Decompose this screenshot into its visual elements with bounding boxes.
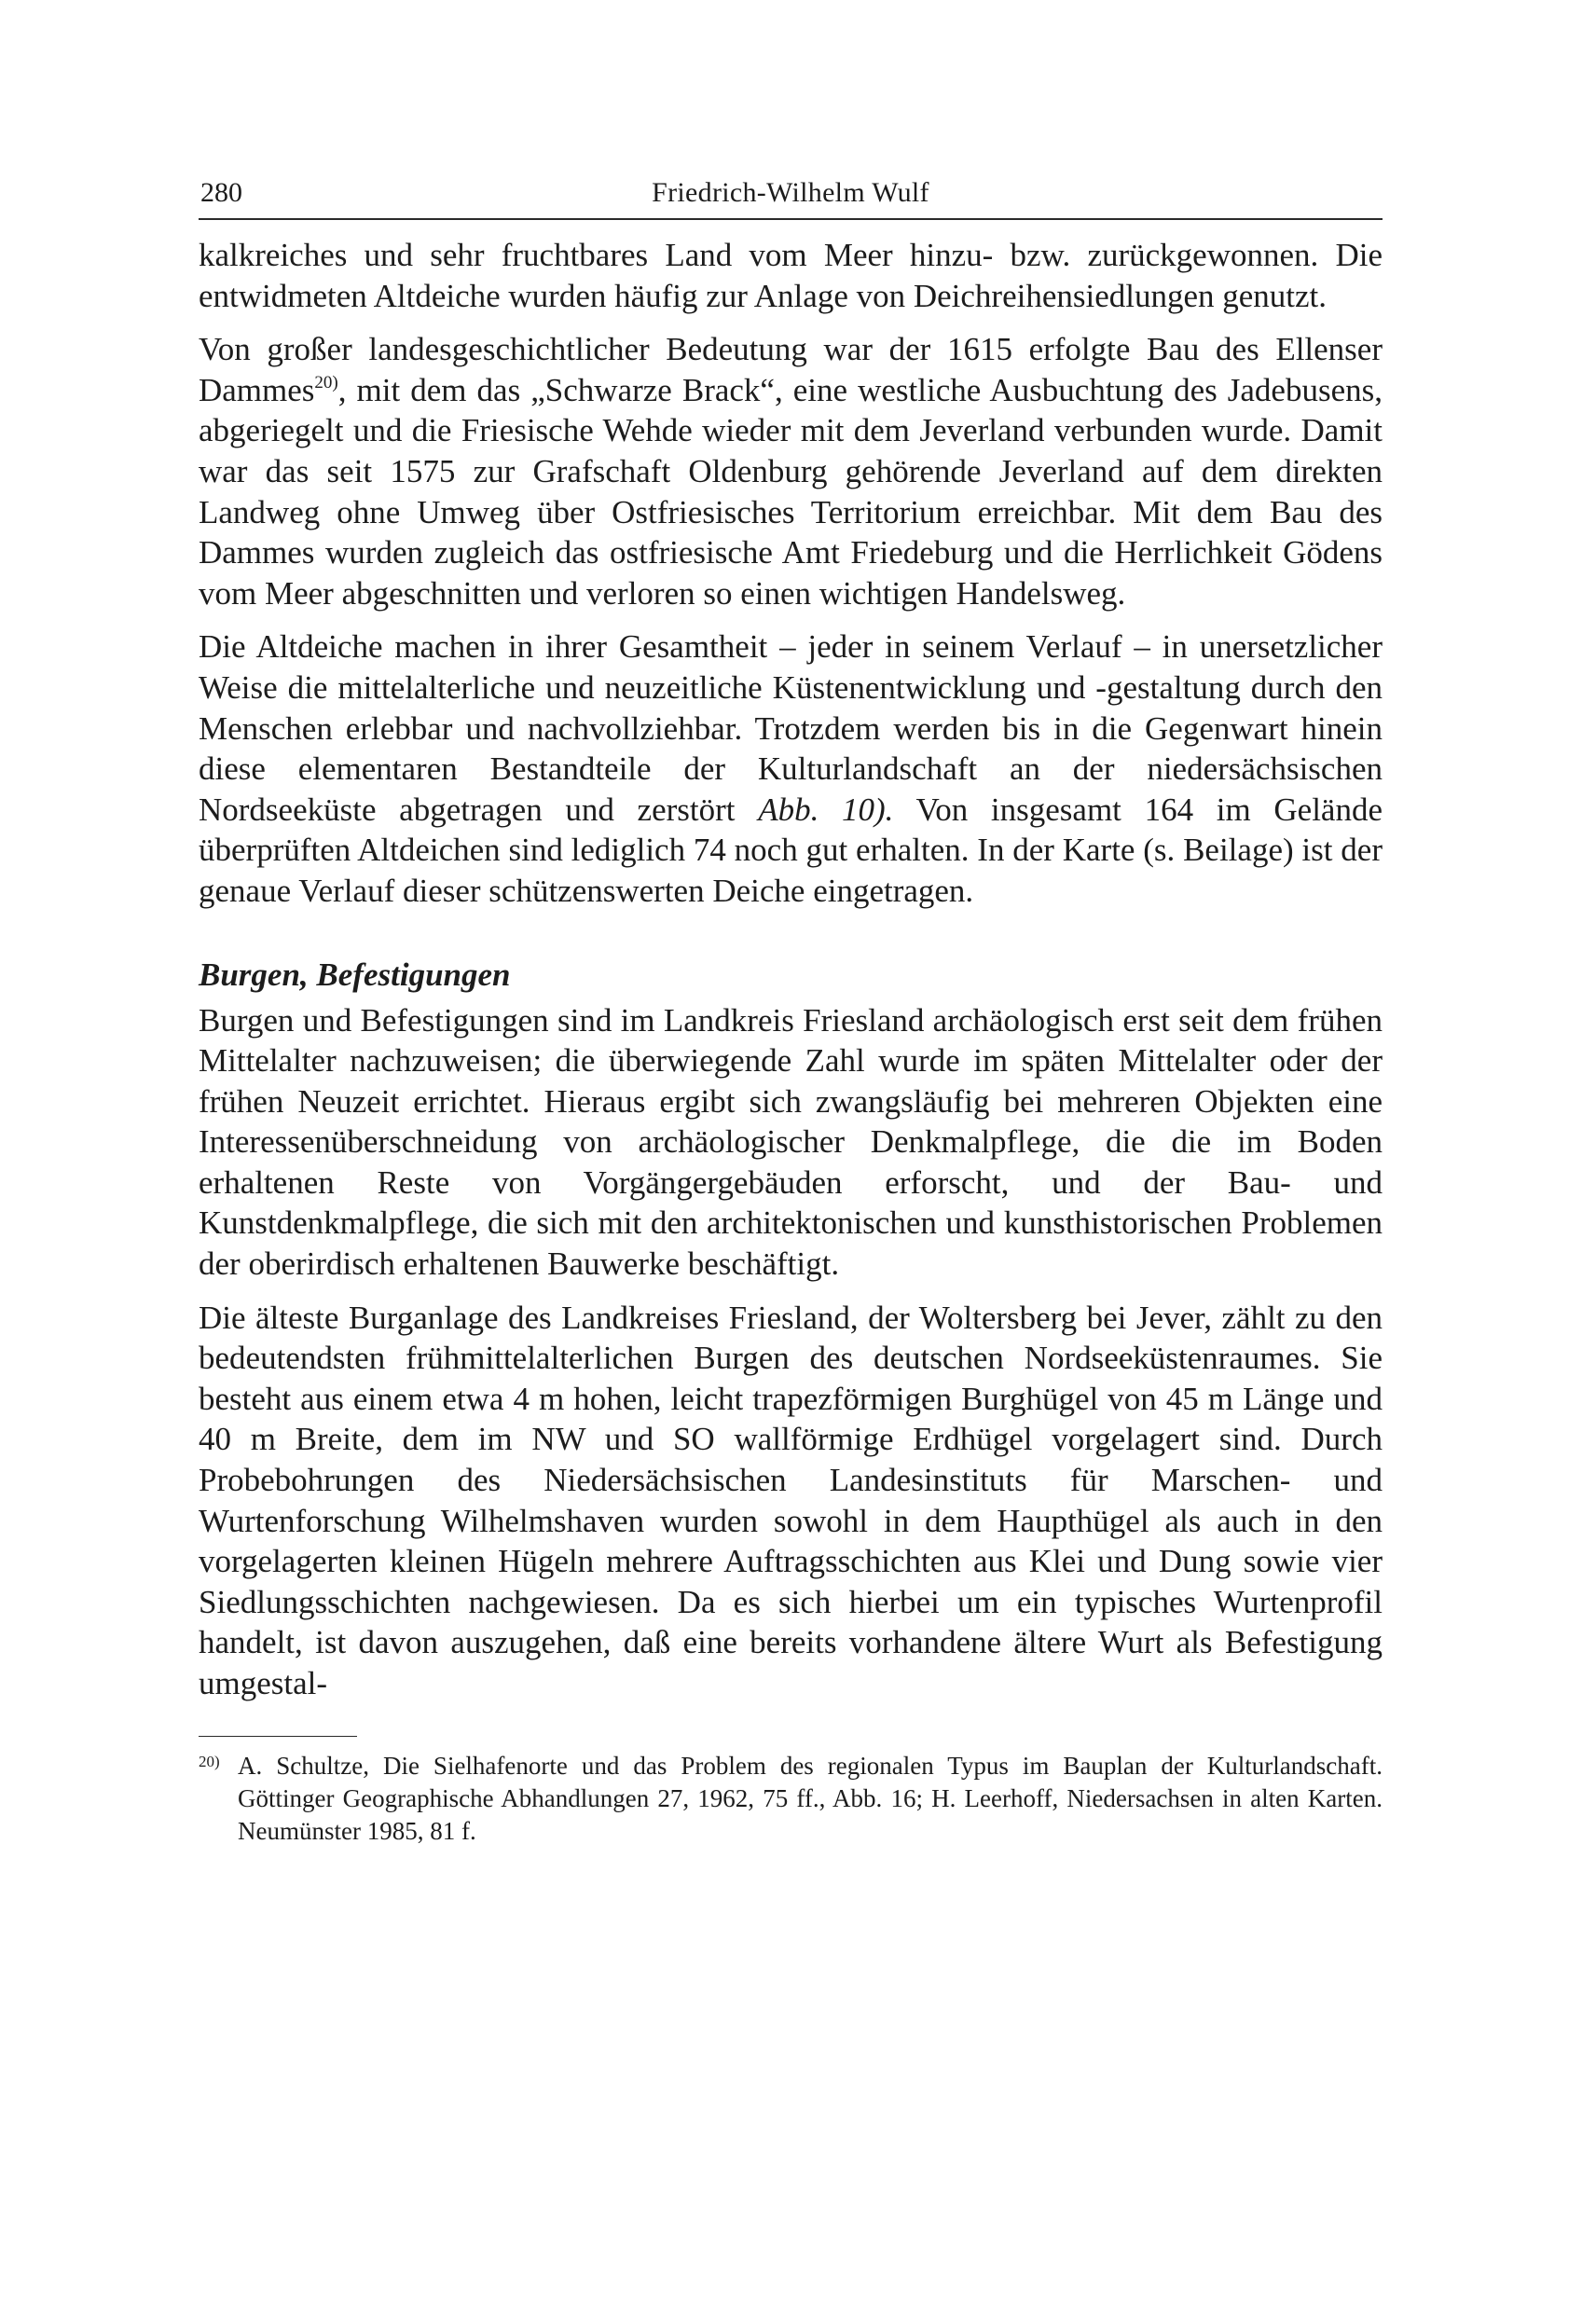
footnote-divider [199,1736,357,1737]
paragraph-text: Die Altdeiche machen in ihrer Gesamtheit – jeder in seinem Verlauf – in unersetzlicher Weise die mittelalterliche und neuzeitliche Küstenentwicklung und -gestaltung durch den Menschen erlebbar und nachvollziehbar. Trotzdem werden bis in die Gegenwart hinein diese elementaren Bestandteile der Kulturlandschaft an der niedersächsischen Nordseeküste abgetragen und zerstört [199,628,1383,828]
book-page [199,168,1383,1848]
page-header [199,168,1383,220]
body-text [199,235,1383,1704]
paragraph-woltersberg [199,1298,1383,1704]
paragraph-text: kalkreiches und sehr fruchtbares Land vom Meer hinzu- bzw. zurückgewonnen. Die entwidmeten Altdeiche wurden häufig zur Anlage von Deichreihensiedlungen genutzt. [199,237,1383,314]
page-number: 280 [200,177,242,208]
running-head: Friedrich-Wilhelm Wulf [652,177,929,208]
paragraph-text: Von großer landesgeschichtlicher Bedeutung war der 1615 erfolgte Bau des Ellenser Dammes [199,331,1383,408]
footnote-marker: 20) [199,1752,220,1770]
paragraph-altdeiche-gesamtheit [199,626,1383,911]
footnote-reference: 20) [314,372,338,392]
footnote-text: A. Schultze, Die Sielhafenorte und das Problem des regionalen Typus im Bauplan der Kulturlandschaft. Göttinger Geographische Abhandlungen 27, 1962, 75 ff., Abb. 16; H. Leerhoff, Niedersachsen in alten Karten. Neumünster 1985, 81 f. [238,1751,1383,1845]
paragraph-text: Burgen und Befestigungen sind im Landkreis Friesland archäologisch erst seit dem frühen Mittelalter nachzuweisen; die überwiegende Zahl wurde im späten Mittelalter oder der frühen Neuzeit errichtet. Hieraus ergibt sich zwangsläufig bei mehreren Objekten eine Interessenüberschneidung von archäologischer Denkmalpflege, die die im Boden erhaltenen Reste von Vorgängergebäuden erforscht, und der Bau- und Kunstdenkmalpflege, die sich mit den architektonischen und kunsthistorischen Problemen der oberirdisch erhaltenen Bauwerke beschäftigt. [199,1001,1383,1283]
paragraph-text: Die älteste Burganlage des Landkreises Friesland, der Woltersberg bei Jever, zählt zu den bedeutendsten frühmittelalterlichen Burgen des deutschen Nordseeküstenraumes. Sie besteht aus einem etwa 4 m hohen, leicht trapezförmigen Burghügel von 45 m Länge und 40 m Breite, dem im NW und SO wallförmige Erdhügel vorgelagert sind. Durch Probebohrungen des Niedersächsischen Landesinstituts für Marschen- und Wurtenforschung Wilhelmshaven wurden sowohl in dem Haupthügel als auch in den vorgelagerten kleinen Hügeln mehrere Auftragsschichten aus Klei und Dung sowie vier Siedlungsschichten nachgewiesen. Da es sich hierbei um ein typisches Wurtenprofil handelt, ist davon auszugehen, daß eine bereits vorhandene ältere Wurt als Befestigung umgestal- [199,1299,1383,1701]
paragraph-altdeiche-land [199,235,1383,316]
footnote [199,1750,1383,1848]
section-heading: Burgen, Befestigungen [199,956,511,993]
paragraph-text: , mit dem das „Schwarze Brack“, eine westliche Ausbuchtung des Jadebusens, abgeriegelt und die Friesische Wehde wieder mit dem Jeverland verbunden wurde. Damit war das seit 1575 zur Grafschaft Oldenburg gehörende Jeverland auf dem direkten Landweg ohne Umweg über Ostfriesisches Territorium erreichbar. Mit dem Bau des Dammes wurden zugleich das ostfriesische Amt Friedeburg und die Herrlichkeit Gödens vom Meer abgeschnitten und verloren so einen wichtigen Handelsweg. [199,371,1383,612]
paragraph-text: Von insgesamt 164 im Gelände überprüften Altdeichen sind lediglich 74 noch gut erhalten. In der Karte (s. Beilage) ist der genaue Verlauf dieser schützenswerten Deiche eingetragen. [199,791,1383,909]
figure-reference: Abb. 10). [758,791,894,828]
paragraph-ellenser-damm [199,329,1383,613]
paragraph-burgen-intro [199,1000,1383,1285]
